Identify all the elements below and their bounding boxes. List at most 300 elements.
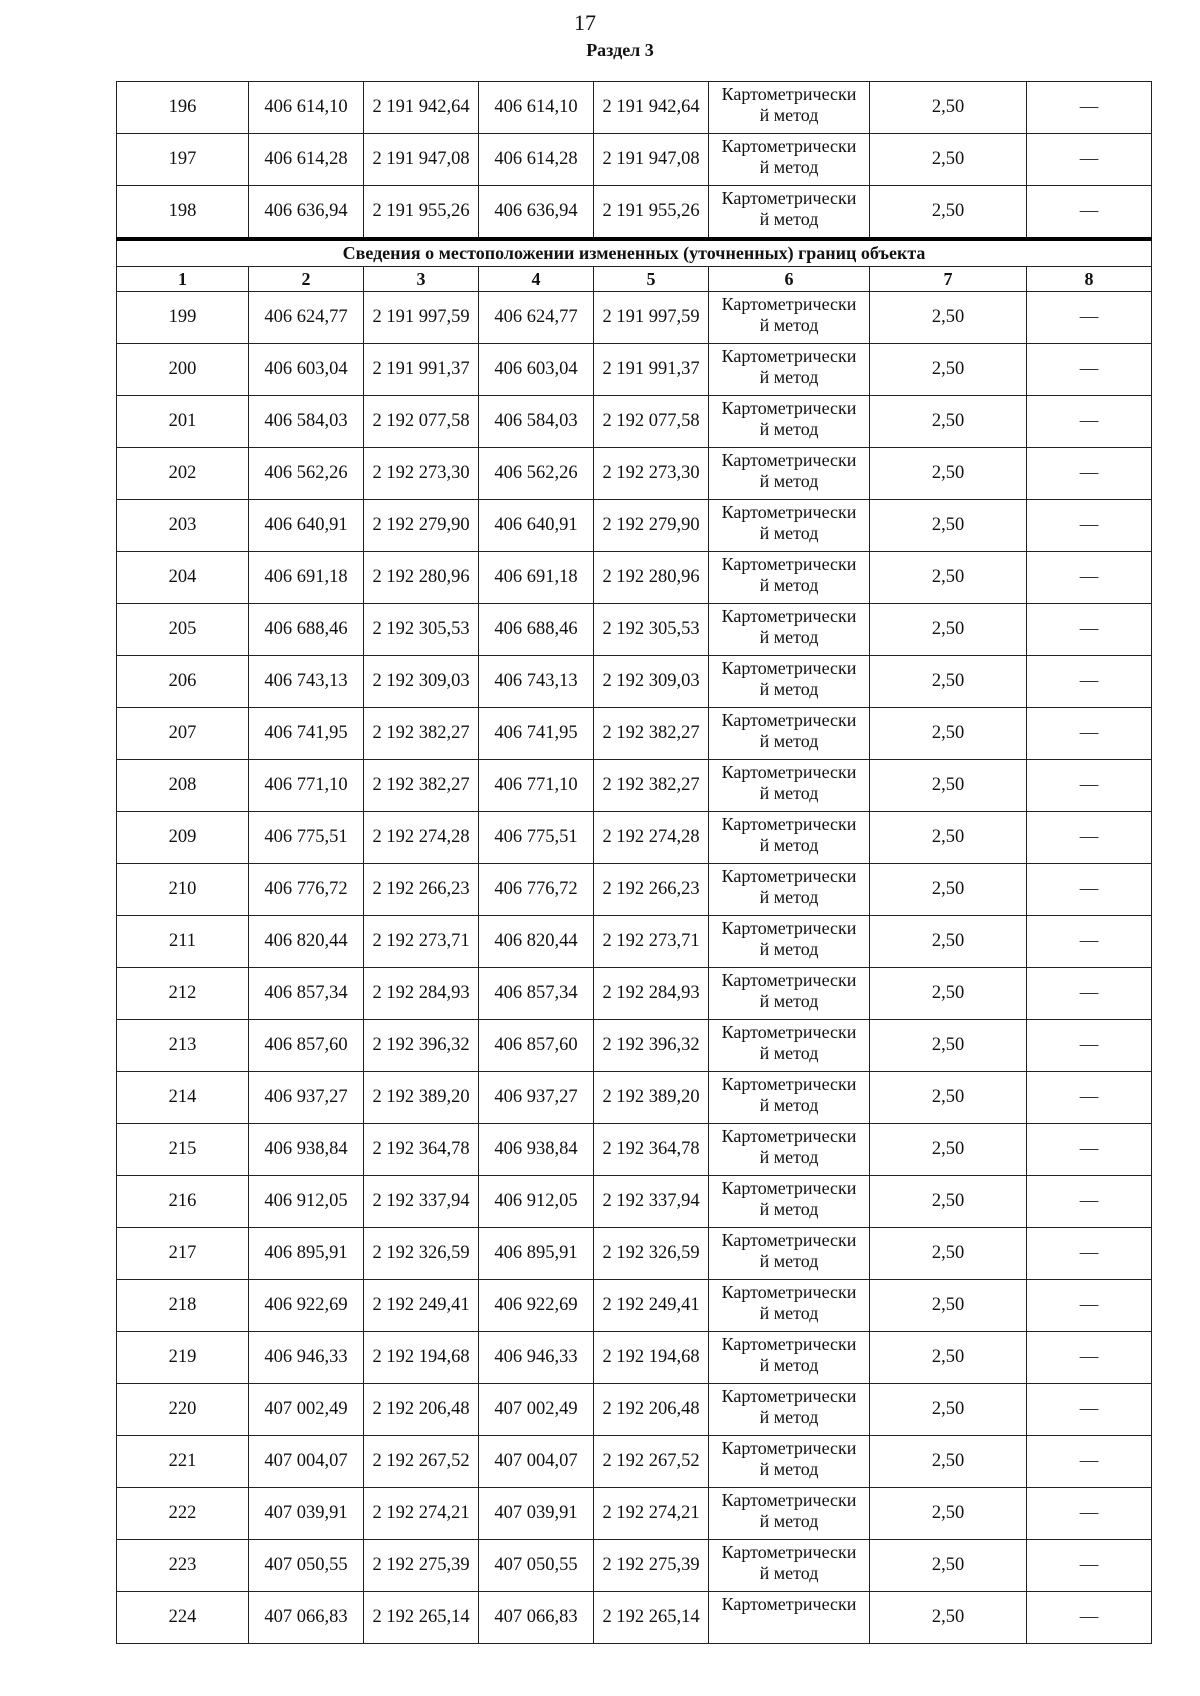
coordinates-table bbox=[116, 81, 1152, 1644]
table-row bbox=[117, 656, 1152, 708]
refined-y-cell: 2 191 955,26 bbox=[594, 186, 709, 240]
refined-x-cell: 406 741,95 bbox=[479, 708, 594, 760]
method-line-1: Картометрически bbox=[721, 136, 857, 156]
point-number-cell: 200 bbox=[117, 344, 249, 396]
table-row bbox=[117, 500, 1152, 552]
accuracy-cell: 2,50 bbox=[870, 292, 1027, 344]
existing-x-cell: 406 614,28 bbox=[249, 134, 364, 186]
accuracy-cell: 2,50 bbox=[870, 604, 1027, 656]
note-cell: — bbox=[1027, 292, 1152, 344]
method-line-1: Картометрически bbox=[721, 84, 857, 104]
point-number-cell: 219 bbox=[117, 1332, 249, 1384]
point-number-cell: 197 bbox=[117, 134, 249, 186]
point-number-cell: 218 bbox=[117, 1280, 249, 1332]
existing-y-cell: 2 192 273,71 bbox=[364, 916, 479, 968]
refined-x-cell: 406 691,18 bbox=[479, 552, 594, 604]
method-line-2: й метод bbox=[759, 1303, 819, 1323]
table-row bbox=[117, 1280, 1152, 1332]
method-cell bbox=[709, 1592, 870, 1644]
refined-x-cell: 406 614,10 bbox=[479, 82, 594, 134]
refined-y-cell: 2 191 997,59 bbox=[594, 292, 709, 344]
method-line-2: й метод bbox=[759, 991, 819, 1011]
point-number-cell: 214 bbox=[117, 1072, 249, 1124]
method-cell bbox=[709, 344, 870, 396]
note-cell: — bbox=[1027, 1228, 1152, 1280]
method-line-1: Картометрически bbox=[721, 1438, 857, 1458]
method-line-1: Картометрически bbox=[721, 866, 857, 886]
point-number-cell: 220 bbox=[117, 1384, 249, 1436]
coordinates-table-body bbox=[117, 82, 1152, 1644]
accuracy-cell: 2,50 bbox=[870, 864, 1027, 916]
note-cell: — bbox=[1027, 1436, 1152, 1488]
method-line-2: й метод bbox=[759, 731, 819, 751]
existing-y-cell: 2 192 275,39 bbox=[364, 1540, 479, 1592]
note-cell: — bbox=[1027, 968, 1152, 1020]
existing-y-cell: 2 192 273,30 bbox=[364, 448, 479, 500]
table-row bbox=[117, 708, 1152, 760]
note-cell: — bbox=[1027, 760, 1152, 812]
note-cell: — bbox=[1027, 1384, 1152, 1436]
existing-x-cell: 406 776,72 bbox=[249, 864, 364, 916]
refined-x-cell: 406 776,72 bbox=[479, 864, 594, 916]
table-row bbox=[117, 864, 1152, 916]
method-cell bbox=[709, 708, 870, 760]
refined-y-cell: 2 192 280,96 bbox=[594, 552, 709, 604]
existing-x-cell: 406 775,51 bbox=[249, 812, 364, 864]
method-line-2: й метод bbox=[759, 157, 819, 177]
point-number-cell: 210 bbox=[117, 864, 249, 916]
method-line-1: Картометрически bbox=[721, 450, 857, 470]
existing-y-cell: 2 192 266,23 bbox=[364, 864, 479, 916]
refined-y-cell: 2 192 337,94 bbox=[594, 1176, 709, 1228]
method-cell bbox=[709, 186, 870, 240]
table-row bbox=[117, 1540, 1152, 1592]
existing-y-cell: 2 192 309,03 bbox=[364, 656, 479, 708]
table-row bbox=[117, 760, 1152, 812]
table-row bbox=[117, 1072, 1152, 1124]
method-line-2: й метод bbox=[759, 627, 819, 647]
method-line-2: й метод bbox=[759, 783, 819, 803]
note-cell: — bbox=[1027, 812, 1152, 864]
refined-y-cell: 2 191 991,37 bbox=[594, 344, 709, 396]
existing-x-cell: 406 857,60 bbox=[249, 1020, 364, 1072]
method-line-1: Картометрически bbox=[721, 1386, 857, 1406]
note-cell: — bbox=[1027, 708, 1152, 760]
existing-y-cell: 2 192 389,20 bbox=[364, 1072, 479, 1124]
existing-y-cell: 2 192 280,96 bbox=[364, 552, 479, 604]
refined-y-cell: 2 192 309,03 bbox=[594, 656, 709, 708]
note-cell: — bbox=[1027, 1332, 1152, 1384]
note-cell: — bbox=[1027, 1176, 1152, 1228]
accuracy-cell: 2,50 bbox=[870, 708, 1027, 760]
point-number-cell: 203 bbox=[117, 500, 249, 552]
existing-y-cell: 2 191 955,26 bbox=[364, 186, 479, 240]
existing-y-cell: 2 192 274,28 bbox=[364, 812, 479, 864]
refined-x-cell: 406 624,77 bbox=[479, 292, 594, 344]
method-line-1: Картометрически bbox=[721, 188, 857, 208]
accuracy-cell: 2,50 bbox=[870, 1020, 1027, 1072]
section-title: Раздел 3 bbox=[586, 40, 654, 60]
method-line-2: й метод bbox=[759, 1407, 819, 1427]
refined-y-cell: 2 191 942,64 bbox=[594, 82, 709, 134]
existing-y-cell: 2 192 274,21 bbox=[364, 1488, 479, 1540]
note-cell: — bbox=[1027, 1280, 1152, 1332]
method-cell bbox=[709, 500, 870, 552]
column-number: 5 bbox=[594, 267, 709, 292]
method-line-1: Картометрически bbox=[721, 814, 857, 834]
refined-y-cell: 2 192 284,93 bbox=[594, 968, 709, 1020]
method-cell bbox=[709, 968, 870, 1020]
table-row bbox=[117, 448, 1152, 500]
existing-x-cell: 406 938,84 bbox=[249, 1124, 364, 1176]
column-number: 1 bbox=[117, 267, 249, 292]
point-number-cell: 222 bbox=[117, 1488, 249, 1540]
table-row bbox=[117, 1228, 1152, 1280]
table-row bbox=[117, 396, 1152, 448]
existing-y-cell: 2 192 267,52 bbox=[364, 1436, 479, 1488]
existing-x-cell: 406 624,77 bbox=[249, 292, 364, 344]
existing-y-cell: 2 192 284,93 bbox=[364, 968, 479, 1020]
table-row bbox=[117, 344, 1152, 396]
refined-x-cell: 406 857,60 bbox=[479, 1020, 594, 1072]
existing-x-cell: 406 603,04 bbox=[249, 344, 364, 396]
accuracy-cell: 2,50 bbox=[870, 812, 1027, 864]
existing-x-cell: 406 895,91 bbox=[249, 1228, 364, 1280]
refined-x-cell: 406 562,26 bbox=[479, 448, 594, 500]
method-cell bbox=[709, 864, 870, 916]
note-cell: — bbox=[1027, 1124, 1152, 1176]
table-row bbox=[117, 1436, 1152, 1488]
existing-y-cell: 2 192 326,59 bbox=[364, 1228, 479, 1280]
accuracy-cell: 2,50 bbox=[870, 656, 1027, 708]
existing-y-cell: 2 191 991,37 bbox=[364, 344, 479, 396]
point-number-cell: 215 bbox=[117, 1124, 249, 1176]
refined-y-cell: 2 192 273,30 bbox=[594, 448, 709, 500]
refined-y-cell: 2 192 389,20 bbox=[594, 1072, 709, 1124]
method-cell bbox=[709, 1020, 870, 1072]
refined-x-cell: 406 614,28 bbox=[479, 134, 594, 186]
method-line-2: й метод bbox=[759, 523, 819, 543]
point-number-cell: 196 bbox=[117, 82, 249, 134]
existing-y-cell: 2 192 305,53 bbox=[364, 604, 479, 656]
refined-x-cell: 406 857,34 bbox=[479, 968, 594, 1020]
method-line-1: Картометрически bbox=[721, 1178, 857, 1198]
method-cell bbox=[709, 1540, 870, 1592]
method-line-1: Картометрически bbox=[721, 658, 857, 678]
method-line-2: й метод bbox=[759, 835, 819, 855]
method-cell bbox=[709, 134, 870, 186]
existing-x-cell: 406 640,91 bbox=[249, 500, 364, 552]
refined-x-cell: 406 895,91 bbox=[479, 1228, 594, 1280]
refined-y-cell: 2 192 382,27 bbox=[594, 708, 709, 760]
table-row bbox=[117, 812, 1152, 864]
note-cell: — bbox=[1027, 1592, 1152, 1644]
existing-x-cell: 406 743,13 bbox=[249, 656, 364, 708]
method-line-1: Картометрически bbox=[721, 918, 857, 938]
method-cell bbox=[709, 448, 870, 500]
refined-y-cell: 2 192 279,90 bbox=[594, 500, 709, 552]
refined-y-cell: 2 192 274,21 bbox=[594, 1488, 709, 1540]
accuracy-cell: 2,50 bbox=[870, 552, 1027, 604]
existing-x-cell: 406 691,18 bbox=[249, 552, 364, 604]
point-number-cell: 216 bbox=[117, 1176, 249, 1228]
accuracy-cell: 2,50 bbox=[870, 82, 1027, 134]
column-number: 8 bbox=[1027, 267, 1152, 292]
table-row bbox=[117, 604, 1152, 656]
method-cell bbox=[709, 812, 870, 864]
accuracy-cell: 2,50 bbox=[870, 1124, 1027, 1176]
accuracy-cell: 2,50 bbox=[870, 500, 1027, 552]
accuracy-cell: 2,50 bbox=[870, 760, 1027, 812]
note-cell: — bbox=[1027, 864, 1152, 916]
existing-x-cell: 406 614,10 bbox=[249, 82, 364, 134]
method-line-1: Картометрически bbox=[721, 1490, 857, 1510]
method-line-2: й метод bbox=[759, 1043, 819, 1063]
point-number-cell: 223 bbox=[117, 1540, 249, 1592]
method-cell bbox=[709, 1280, 870, 1332]
existing-x-cell: 406 857,34 bbox=[249, 968, 364, 1020]
note-cell: — bbox=[1027, 82, 1152, 134]
refined-x-cell: 406 912,05 bbox=[479, 1176, 594, 1228]
existing-x-cell: 406 636,94 bbox=[249, 186, 364, 240]
table-row bbox=[117, 292, 1152, 344]
refined-y-cell: 2 192 194,68 bbox=[594, 1332, 709, 1384]
existing-y-cell: 2 192 279,90 bbox=[364, 500, 479, 552]
method-line-2: й метод bbox=[759, 419, 819, 439]
existing-y-cell: 2 191 942,64 bbox=[364, 82, 479, 134]
existing-x-cell: 406 562,26 bbox=[249, 448, 364, 500]
refined-x-cell: 407 050,55 bbox=[479, 1540, 594, 1592]
accuracy-cell: 2,50 bbox=[870, 1436, 1027, 1488]
note-cell: — bbox=[1027, 344, 1152, 396]
refined-x-cell: 406 743,13 bbox=[479, 656, 594, 708]
refined-x-cell: 406 938,84 bbox=[479, 1124, 594, 1176]
accuracy-cell: 2,50 bbox=[870, 186, 1027, 240]
method-cell bbox=[709, 1332, 870, 1384]
note-cell: — bbox=[1027, 1488, 1152, 1540]
accuracy-cell: 2,50 bbox=[870, 134, 1027, 186]
method-line-2: й метод bbox=[759, 1199, 819, 1219]
accuracy-cell: 2,50 bbox=[870, 448, 1027, 500]
point-number-cell: 205 bbox=[117, 604, 249, 656]
note-cell: — bbox=[1027, 1540, 1152, 1592]
method-line-1: Картометрически bbox=[721, 762, 857, 782]
point-number-cell: 207 bbox=[117, 708, 249, 760]
method-line-2: й метод bbox=[759, 679, 819, 699]
column-number: 4 bbox=[479, 267, 594, 292]
method-line-2: й метод bbox=[759, 367, 819, 387]
refined-x-cell: 407 004,07 bbox=[479, 1436, 594, 1488]
table-row bbox=[117, 1124, 1152, 1176]
accuracy-cell: 2,50 bbox=[870, 968, 1027, 1020]
column-number-row bbox=[117, 267, 1152, 292]
refined-y-cell: 2 192 249,41 bbox=[594, 1280, 709, 1332]
column-number: 6 bbox=[709, 267, 870, 292]
existing-x-cell: 406 584,03 bbox=[249, 396, 364, 448]
table-row bbox=[117, 134, 1152, 186]
existing-x-cell: 406 922,69 bbox=[249, 1280, 364, 1332]
refined-y-cell: 2 192 326,59 bbox=[594, 1228, 709, 1280]
point-number-cell: 201 bbox=[117, 396, 249, 448]
method-line-2: й метод bbox=[759, 1459, 819, 1479]
note-cell: — bbox=[1027, 186, 1152, 240]
point-number-cell: 209 bbox=[117, 812, 249, 864]
existing-x-cell: 406 688,46 bbox=[249, 604, 364, 656]
existing-x-cell: 407 002,49 bbox=[249, 1384, 364, 1436]
method-line-1: Картометрически bbox=[721, 1230, 857, 1250]
method-line-2: й метод bbox=[759, 105, 819, 125]
point-number-cell: 202 bbox=[117, 448, 249, 500]
method-line-1: Картометрически bbox=[721, 346, 857, 366]
point-number-cell: 217 bbox=[117, 1228, 249, 1280]
table-row bbox=[117, 916, 1152, 968]
point-number-cell: 212 bbox=[117, 968, 249, 1020]
accuracy-cell: 2,50 bbox=[870, 344, 1027, 396]
table-row bbox=[117, 1592, 1152, 1644]
existing-x-cell: 406 820,44 bbox=[249, 916, 364, 968]
point-number-cell: 221 bbox=[117, 1436, 249, 1488]
method-cell bbox=[709, 552, 870, 604]
existing-x-cell: 407 039,91 bbox=[249, 1488, 364, 1540]
method-line-1: Картометрически bbox=[721, 710, 857, 730]
note-cell: — bbox=[1027, 916, 1152, 968]
method-line-1: Картометрически bbox=[721, 1334, 857, 1354]
refined-x-cell: 407 002,49 bbox=[479, 1384, 594, 1436]
refined-y-cell: 2 192 266,23 bbox=[594, 864, 709, 916]
accuracy-cell: 2,50 bbox=[870, 1332, 1027, 1384]
section-heading-row bbox=[117, 239, 1152, 267]
existing-y-cell: 2 192 382,27 bbox=[364, 760, 479, 812]
point-number-cell: 204 bbox=[117, 552, 249, 604]
existing-y-cell: 2 192 396,32 bbox=[364, 1020, 479, 1072]
point-number-cell: 199 bbox=[117, 292, 249, 344]
method-line-1: Картометрически bbox=[721, 1542, 857, 1562]
method-line-1: Картометрически bbox=[721, 1282, 857, 1302]
refined-y-cell: 2 192 077,58 bbox=[594, 396, 709, 448]
accuracy-cell: 2,50 bbox=[870, 1488, 1027, 1540]
existing-y-cell: 2 192 364,78 bbox=[364, 1124, 479, 1176]
refined-x-cell: 407 066,83 bbox=[479, 1592, 594, 1644]
accuracy-cell: 2,50 bbox=[870, 1176, 1027, 1228]
method-line-1: Картометрически bbox=[721, 1022, 857, 1042]
method-line-1: Картометрически bbox=[721, 1074, 857, 1094]
existing-x-cell: 406 912,05 bbox=[249, 1176, 364, 1228]
method-cell bbox=[709, 1384, 870, 1436]
note-cell: — bbox=[1027, 500, 1152, 552]
refined-x-cell: 406 636,94 bbox=[479, 186, 594, 240]
table-row bbox=[117, 1384, 1152, 1436]
table-row bbox=[117, 1176, 1152, 1228]
table-row bbox=[117, 186, 1152, 240]
table-row bbox=[117, 82, 1152, 134]
note-cell: — bbox=[1027, 552, 1152, 604]
refined-y-cell: 2 192 364,78 bbox=[594, 1124, 709, 1176]
accuracy-cell: 2,50 bbox=[870, 1228, 1027, 1280]
note-cell: — bbox=[1027, 134, 1152, 186]
method-line-2: й метод bbox=[759, 1251, 819, 1271]
existing-y-cell: 2 192 249,41 bbox=[364, 1280, 479, 1332]
method-line-1: Картометрически bbox=[721, 1126, 857, 1146]
existing-x-cell: 407 066,83 bbox=[249, 1592, 364, 1644]
method-cell bbox=[709, 292, 870, 344]
method-line-1: Картометрически bbox=[721, 970, 857, 990]
refined-x-cell: 406 771,10 bbox=[479, 760, 594, 812]
refined-y-cell: 2 192 267,52 bbox=[594, 1436, 709, 1488]
refined-y-cell: 2 191 947,08 bbox=[594, 134, 709, 186]
existing-y-cell: 2 192 382,27 bbox=[364, 708, 479, 760]
refined-y-cell: 2 192 382,27 bbox=[594, 760, 709, 812]
method-line-1: Картометрически bbox=[721, 502, 857, 522]
refined-x-cell: 406 603,04 bbox=[479, 344, 594, 396]
method-cell bbox=[709, 1176, 870, 1228]
existing-y-cell: 2 192 194,68 bbox=[364, 1332, 479, 1384]
existing-x-cell: 407 004,07 bbox=[249, 1436, 364, 1488]
existing-y-cell: 2 191 947,08 bbox=[364, 134, 479, 186]
existing-y-cell: 2 192 265,14 bbox=[364, 1592, 479, 1644]
method-line-2: й метод bbox=[759, 1355, 819, 1375]
existing-x-cell: 406 937,27 bbox=[249, 1072, 364, 1124]
existing-y-cell: 2 192 077,58 bbox=[364, 396, 479, 448]
method-line-1: Картометрически bbox=[721, 606, 857, 626]
method-line-2: й метод bbox=[759, 1563, 819, 1583]
note-cell: — bbox=[1027, 396, 1152, 448]
page-number: 17 bbox=[574, 10, 596, 35]
point-number-cell: 213 bbox=[117, 1020, 249, 1072]
method-line-2: й метод bbox=[759, 575, 819, 595]
refined-x-cell: 406 922,69 bbox=[479, 1280, 594, 1332]
existing-y-cell: 2 192 206,48 bbox=[364, 1384, 479, 1436]
accuracy-cell: 2,50 bbox=[870, 1280, 1027, 1332]
method-cell bbox=[709, 1124, 870, 1176]
method-cell bbox=[709, 604, 870, 656]
point-number-cell: 211 bbox=[117, 916, 249, 968]
method-line-1: Картометрически bbox=[721, 294, 857, 314]
point-number-cell: 198 bbox=[117, 186, 249, 240]
table-row bbox=[117, 1488, 1152, 1540]
accuracy-cell: 2,50 bbox=[870, 916, 1027, 968]
refined-y-cell: 2 192 274,28 bbox=[594, 812, 709, 864]
method-line-2: й метод bbox=[759, 1511, 819, 1531]
refined-x-cell: 406 820,44 bbox=[479, 916, 594, 968]
method-cell bbox=[709, 82, 870, 134]
method-cell bbox=[709, 656, 870, 708]
column-number: 7 bbox=[870, 267, 1027, 292]
table-row bbox=[117, 552, 1152, 604]
existing-y-cell: 2 191 997,59 bbox=[364, 292, 479, 344]
method-line-2: й метод bbox=[759, 209, 819, 229]
method-cell bbox=[709, 1436, 870, 1488]
note-cell: — bbox=[1027, 1020, 1152, 1072]
refined-x-cell: 406 937,27 bbox=[479, 1072, 594, 1124]
method-line-2: й метод bbox=[759, 1147, 819, 1167]
refined-x-cell: 406 640,91 bbox=[479, 500, 594, 552]
method-line-1: Картометрически bbox=[721, 398, 857, 418]
note-cell: — bbox=[1027, 1072, 1152, 1124]
table-row bbox=[117, 968, 1152, 1020]
method-cell bbox=[709, 760, 870, 812]
existing-x-cell: 406 771,10 bbox=[249, 760, 364, 812]
existing-x-cell: 407 050,55 bbox=[249, 1540, 364, 1592]
column-number: 2 bbox=[249, 267, 364, 292]
table-row bbox=[117, 1332, 1152, 1384]
method-line-1: Картометрически bbox=[721, 554, 857, 574]
accuracy-cell: 2,50 bbox=[870, 396, 1027, 448]
method-cell bbox=[709, 1488, 870, 1540]
method-line-2: й метод bbox=[759, 315, 819, 335]
refined-y-cell: 2 192 273,71 bbox=[594, 916, 709, 968]
refined-x-cell: 407 039,91 bbox=[479, 1488, 594, 1540]
refined-x-cell: 406 688,46 bbox=[479, 604, 594, 656]
